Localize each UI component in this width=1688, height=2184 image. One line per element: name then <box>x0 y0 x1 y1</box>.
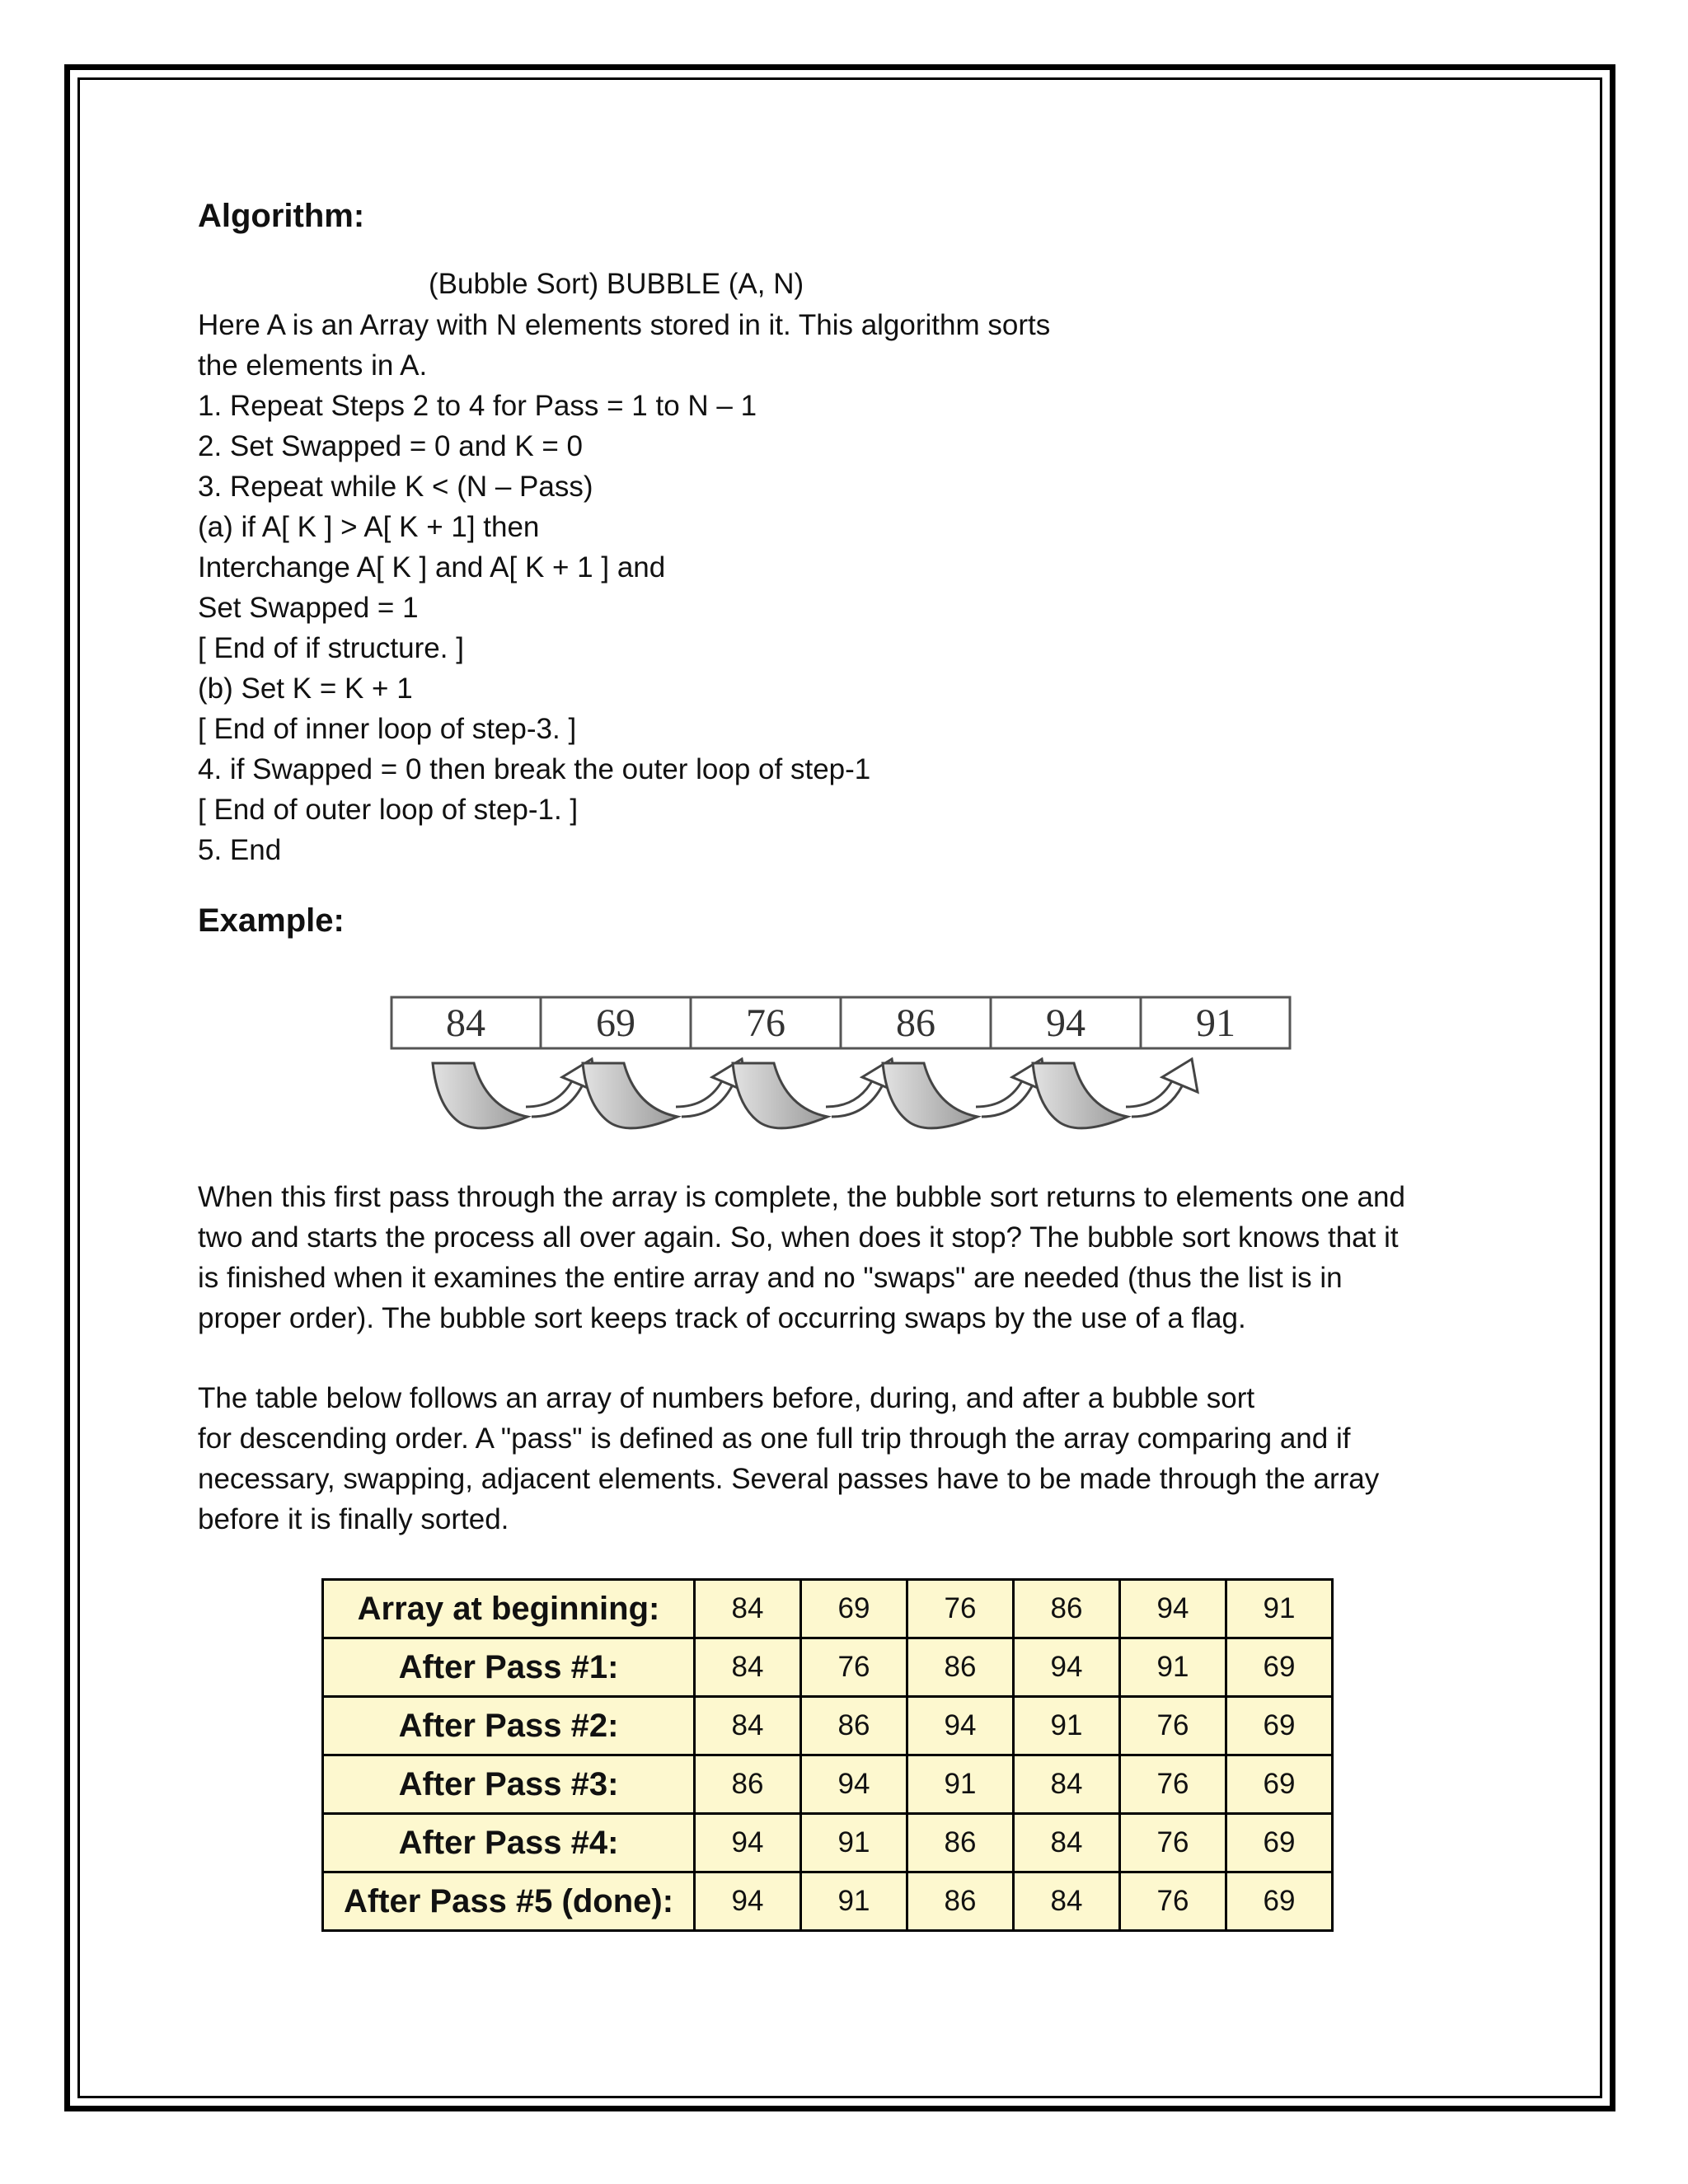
table-cell: 84 <box>1014 1755 1120 1814</box>
explanation-paragraph <box>198 1177 1500 1338</box>
table-cell: 69 <box>1226 1755 1333 1814</box>
table-cell: 76 <box>801 1638 907 1697</box>
paragraph-line: before it is finally sorted. <box>198 1503 509 1535</box>
array-cell: 69 <box>596 1001 635 1045</box>
swap-arrow-icon <box>1033 1059 1198 1128</box>
paragraph-line: necessary, swapping, adjacent elements. Several passes have to be made through the array <box>198 1463 1380 1495</box>
table-cell: 76 <box>1120 1814 1226 1872</box>
table-cell: 86 <box>907 1872 1014 1931</box>
bubble-sort-pass-table <box>321 1578 1334 1932</box>
algorithm-line: Here A is an Array with N elements stored in it. This algorithm sorts <box>198 309 1051 341</box>
table-intro-paragraph <box>198 1378 1500 1540</box>
table-cell: 86 <box>801 1697 907 1755</box>
table-cell: 76 <box>1120 1697 1226 1755</box>
paragraph-line: When this first pass through the array is complete, the bubble sort returns to elements one and <box>198 1181 1405 1213</box>
table-cell: 84 <box>695 1580 801 1638</box>
table-cell: 69 <box>801 1580 907 1638</box>
row-label: After Pass #5 (done): <box>323 1872 695 1931</box>
algorithm-steps <box>198 305 1050 870</box>
table-cell: 76 <box>907 1580 1014 1638</box>
table-cell: 94 <box>695 1814 801 1872</box>
example-heading: Example: <box>198 902 345 939</box>
algorithm-line: Interchange A[ K ] and A[ K + 1 ] and <box>198 551 666 583</box>
table-cell: 86 <box>907 1638 1014 1697</box>
table-cell: 84 <box>695 1638 801 1697</box>
algorithm-line: (a) if A[ K ] > A[ K + 1] then <box>198 511 540 543</box>
swap-arrow-icon <box>883 1059 1048 1128</box>
algorithm-line: 3. Repeat while K < (N – Pass) <box>198 471 593 503</box>
paragraph-line: two and starts the process all over again. So, when does it stop? The bubble sort knows that it <box>198 1221 1399 1254</box>
table-cell: 76 <box>1120 1755 1226 1814</box>
swap-arrow-icon <box>583 1059 748 1128</box>
table-cell: 94 <box>801 1755 907 1814</box>
table-row <box>323 1580 1333 1638</box>
table-cell: 91 <box>801 1872 907 1931</box>
table-row <box>323 1814 1333 1872</box>
algorithm-line: 1. Repeat Steps 2 to 4 for Pass = 1 to N – 1 <box>198 390 757 422</box>
table-cell: 91 <box>907 1755 1014 1814</box>
table-cell: 84 <box>1014 1872 1120 1931</box>
table-cell: 76 <box>1120 1872 1226 1931</box>
algorithm-line: [ End of if structure. ] <box>198 632 464 664</box>
array-cell: 91 <box>1196 1001 1236 1045</box>
row-label: After Pass #2: <box>323 1697 695 1755</box>
paragraph-line: The table below follows an array of numbers before, during, and after a bubble sort <box>198 1382 1255 1414</box>
table-cell: 69 <box>1226 1814 1333 1872</box>
array-cell: 76 <box>746 1001 785 1045</box>
algorithm-heading: Algorithm: <box>198 198 365 234</box>
example-array-diagram <box>387 993 1302 1141</box>
table-cell: 94 <box>907 1697 1014 1755</box>
table-row <box>323 1638 1333 1697</box>
algorithm-line: Set Swapped = 1 <box>198 592 419 624</box>
paragraph-line: proper order). The bubble sort keeps track of occurring swaps by the use of a flag. <box>198 1302 1246 1334</box>
table-cell: 69 <box>1226 1638 1333 1697</box>
swap-arrow-icon <box>433 1059 598 1128</box>
array-cell: 86 <box>896 1001 935 1045</box>
algorithm-line: 2. Set Swapped = 0 and K = 0 <box>198 430 584 462</box>
algorithm-line: 5. End <box>198 834 282 866</box>
row-label: After Pass #3: <box>323 1755 695 1814</box>
table-cell: 86 <box>907 1814 1014 1872</box>
row-label: After Pass #1: <box>323 1638 695 1697</box>
algorithm-line: (b) Set K = K + 1 <box>198 673 413 705</box>
table-cell: 91 <box>1120 1638 1226 1697</box>
table-cell: 91 <box>801 1814 907 1872</box>
table-cell: 91 <box>1014 1697 1120 1755</box>
paragraph-line: for descending order. A "pass" is defined as one full trip through the array comparing and if <box>198 1422 1351 1455</box>
table-row <box>323 1755 1333 1814</box>
table-cell: 69 <box>1226 1697 1333 1755</box>
table-cell: 84 <box>695 1697 801 1755</box>
table-cell: 94 <box>695 1872 801 1931</box>
algorithm-line: [ End of inner loop of step-3. ] <box>198 713 577 745</box>
table-cell: 84 <box>1014 1814 1120 1872</box>
array-cell: 84 <box>446 1001 485 1045</box>
row-label: After Pass #4: <box>323 1814 695 1872</box>
table-row <box>323 1697 1333 1755</box>
table-cell: 86 <box>1014 1580 1120 1638</box>
table-cell: 69 <box>1226 1872 1333 1931</box>
algorithm-line: 4. if Swapped = 0 then break the outer loop of step-1 <box>198 753 871 785</box>
algorithm-line: the elements in A. <box>198 349 428 382</box>
paragraph-line: is finished when it examines the entire array and no "swaps" are needed (thus the list is in <box>198 1262 1343 1294</box>
array-cell: 94 <box>1046 1001 1085 1045</box>
table-cell: 94 <box>1014 1638 1120 1697</box>
table-cell: 91 <box>1226 1580 1333 1638</box>
table-row <box>323 1872 1333 1931</box>
swap-arrow-icon <box>733 1059 898 1128</box>
algorithm-title: (Bubble Sort) BUBBLE (A, N) <box>429 268 804 300</box>
table-cell: 94 <box>1120 1580 1226 1638</box>
algorithm-line: [ End of outer loop of step-1. ] <box>198 794 579 826</box>
row-label: Array at beginning: <box>323 1580 695 1638</box>
table-cell: 86 <box>695 1755 801 1814</box>
